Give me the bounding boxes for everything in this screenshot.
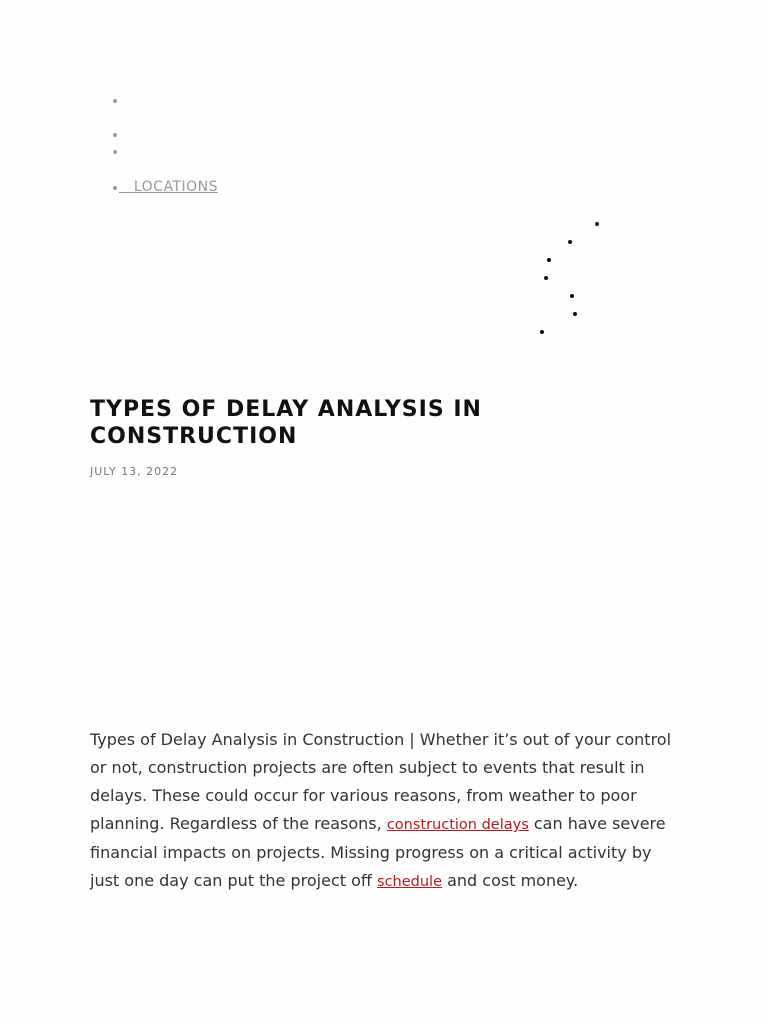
nav-bullet: [113, 150, 117, 154]
nav-locations-link[interactable]: [119, 179, 218, 195]
nav-bullet: [113, 186, 117, 190]
list-bullet: [570, 294, 574, 298]
post-intro-paragraph: [90, 726, 682, 896]
list-bullet: [568, 240, 572, 244]
nav-bullet: [113, 99, 117, 103]
nav-locations-label: LOCATIONS: [133, 179, 219, 195]
list-bullet: [540, 330, 544, 334]
intro-text-2: can have severe financial impacts on projects. Missing progress on a critical activity by just one day can put the project off: [90, 814, 666, 890]
list-bullet: [595, 222, 599, 226]
post-title: TYPES OF DELAY ANALYSIS IN CONSTRUCTION: [90, 397, 482, 449]
list-bullet: [573, 312, 577, 316]
list-bullet: [547, 258, 551, 262]
post-date: JULY 13, 2022: [90, 465, 179, 478]
intro-text-1: Types of Delay Analysis in Construction | Whether it’s out of your control or not, construction projects are often subject to events that result in delays. These could occur for various reasons, from weather to poor planning. Regardless of the reasons,: [90, 730, 672, 833]
intro-text-3: and cost money.: [447, 871, 579, 890]
construction-delays-link[interactable]: construction delays: [386, 817, 529, 833]
schedule-link[interactable]: schedule: [377, 874, 442, 890]
nav-bullet: [113, 133, 117, 137]
list-bullet: [544, 276, 548, 280]
